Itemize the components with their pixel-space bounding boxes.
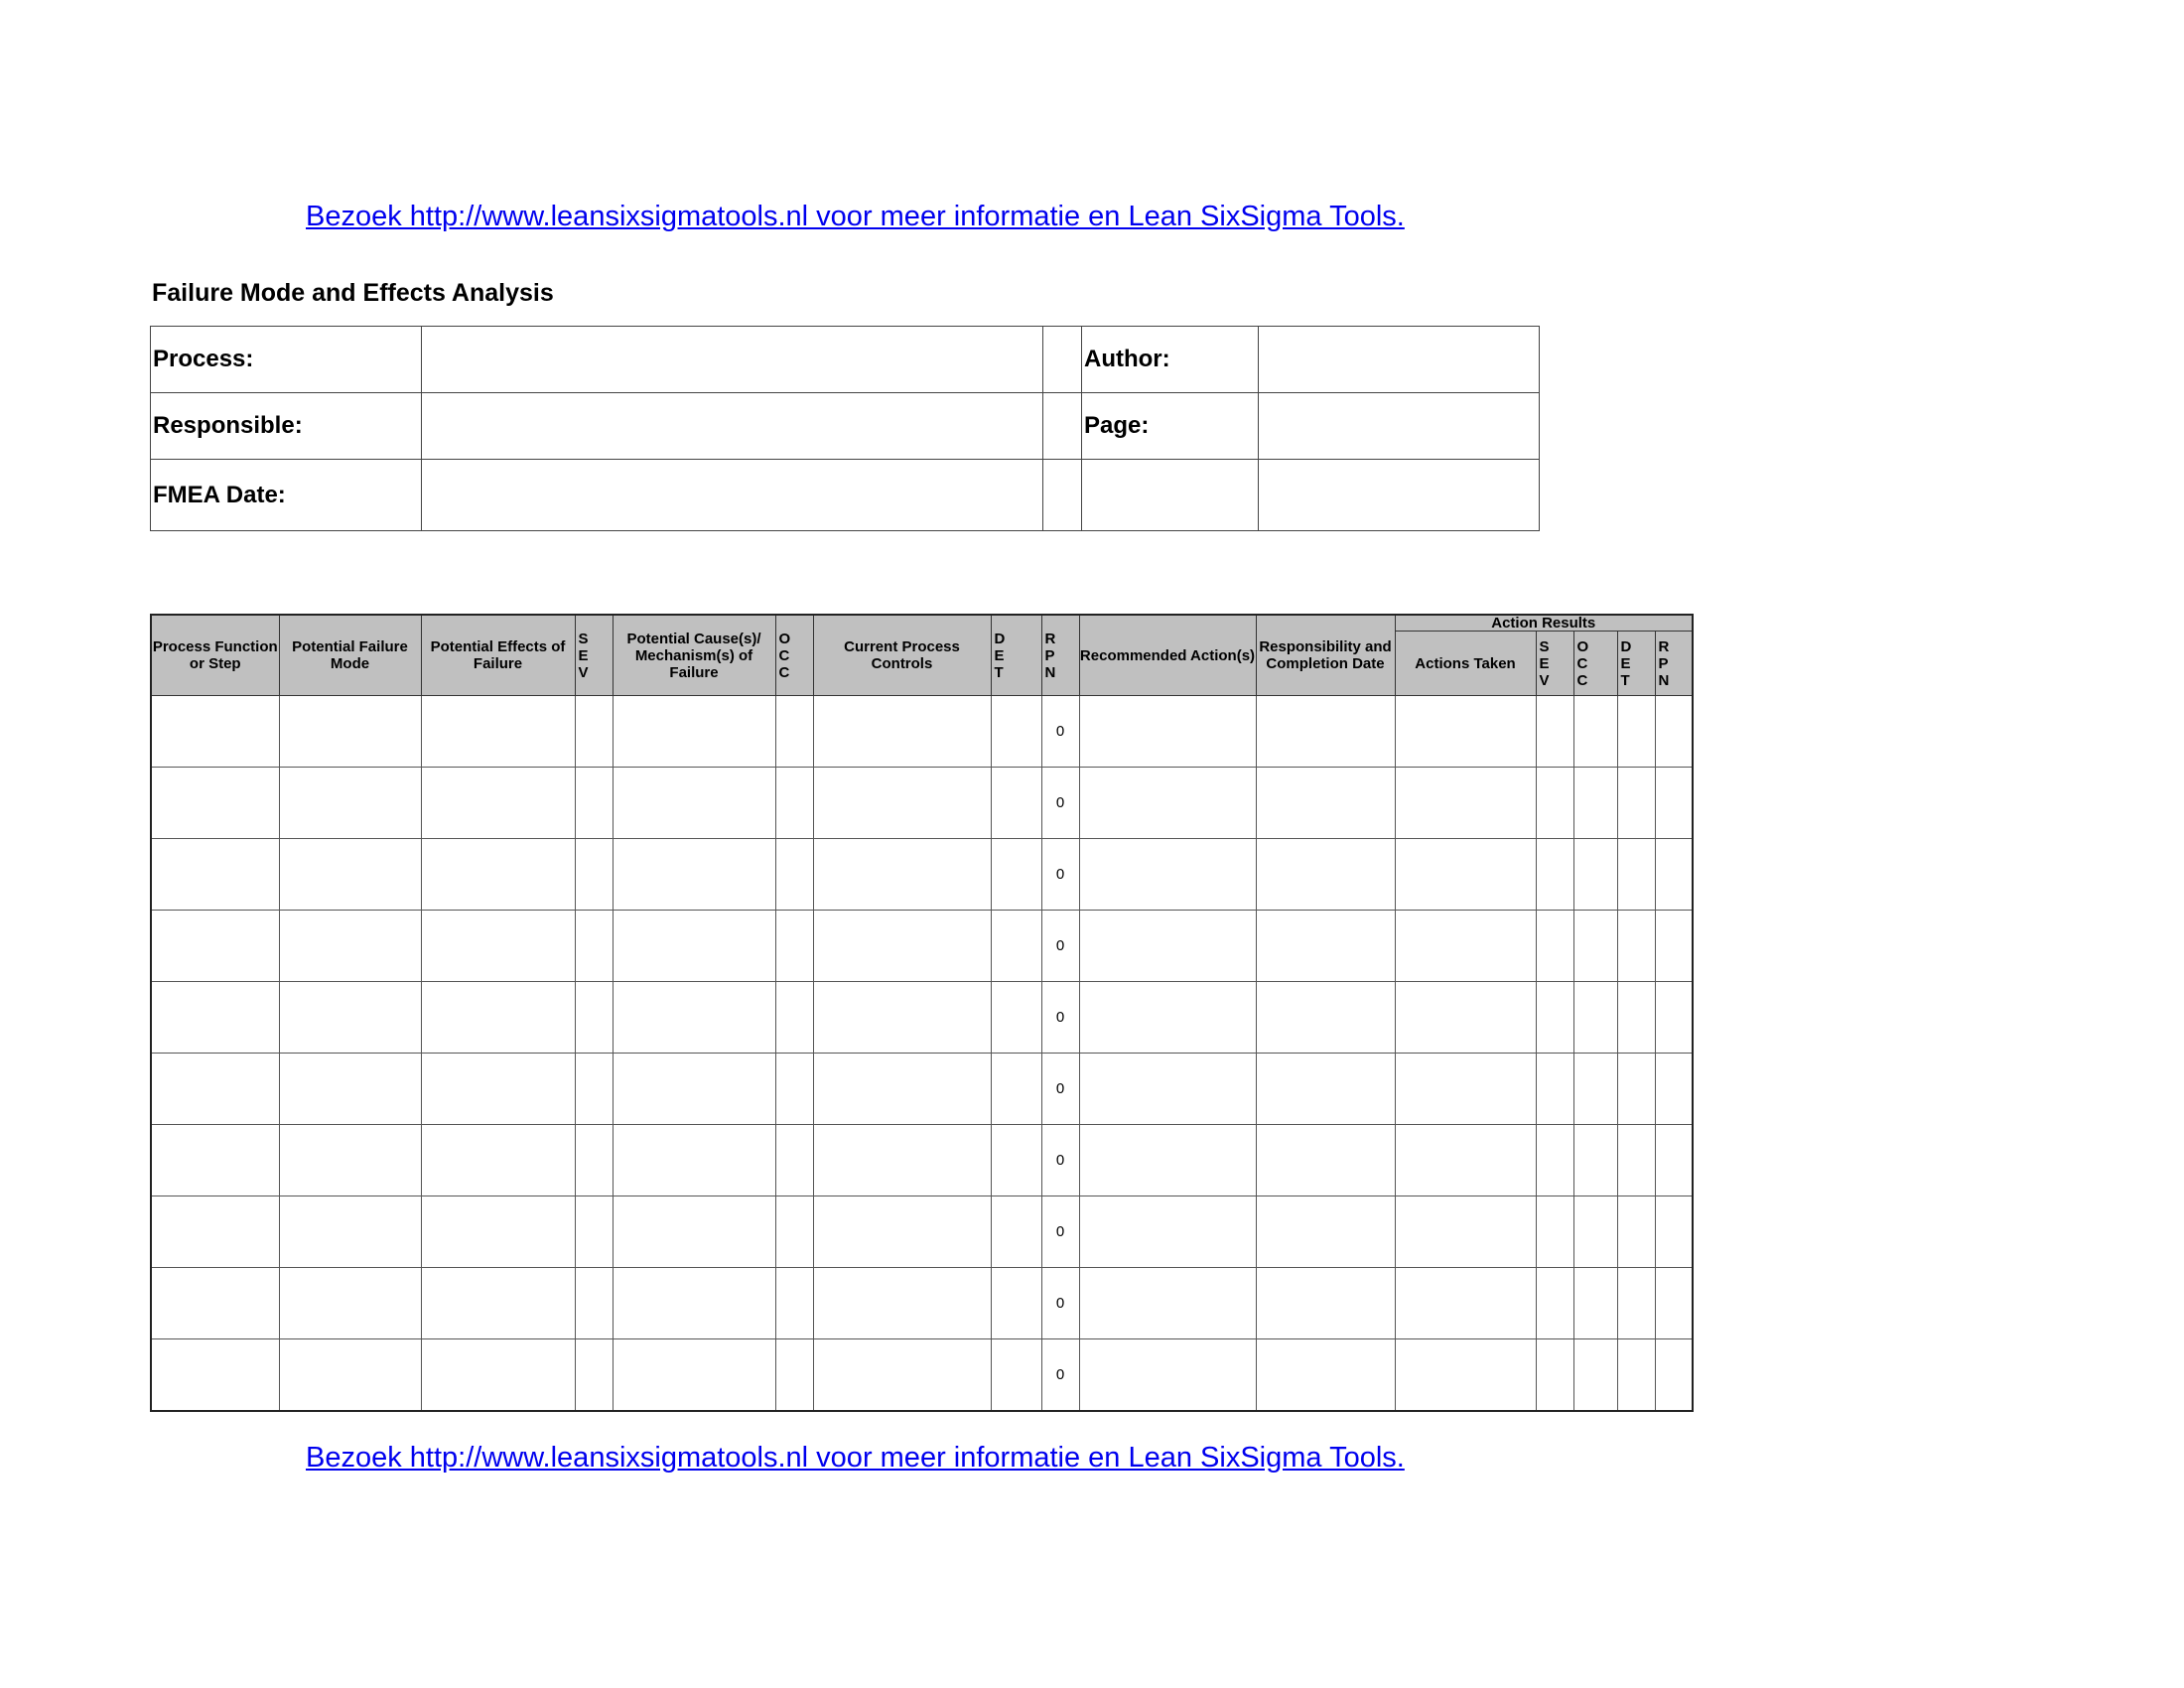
table-cell[interactable] xyxy=(1655,911,1693,982)
table-cell[interactable] xyxy=(1079,911,1256,982)
table-cell[interactable] xyxy=(1395,1196,1536,1268)
table-cell[interactable] xyxy=(775,1054,813,1125)
table-cell[interactable] xyxy=(575,1268,613,1339)
table-cell[interactable] xyxy=(421,768,575,839)
table-cell[interactable] xyxy=(1573,768,1617,839)
table-cell[interactable] xyxy=(991,1125,1041,1196)
table-cell[interactable] xyxy=(613,1054,775,1125)
table-cell[interactable] xyxy=(813,1339,991,1412)
rpn-cell[interactable]: 0 xyxy=(1041,1268,1079,1339)
table-row xyxy=(151,911,1693,982)
table-cell[interactable] xyxy=(575,696,613,768)
table-cell[interactable] xyxy=(279,1054,421,1125)
table-cell[interactable] xyxy=(575,839,613,911)
table-cell[interactable] xyxy=(1395,1125,1536,1196)
page-field[interactable] xyxy=(1259,393,1540,460)
table-cell[interactable] xyxy=(151,982,279,1054)
table-cell[interactable] xyxy=(1256,1268,1395,1339)
table-cell[interactable] xyxy=(991,1268,1041,1339)
table-cell[interactable] xyxy=(1256,1339,1395,1412)
table-cell[interactable] xyxy=(813,839,991,911)
spacer-cell xyxy=(1043,460,1082,531)
table-cell[interactable] xyxy=(1617,911,1655,982)
table-cell[interactable] xyxy=(1256,1196,1395,1268)
table-cell[interactable] xyxy=(151,1268,279,1339)
fmea-date-label: FMEA Date: xyxy=(151,460,422,531)
table-cell[interactable] xyxy=(1617,982,1655,1054)
table-cell[interactable] xyxy=(1395,1054,1536,1125)
fmea-date-field[interactable] xyxy=(422,460,1043,531)
table-cell[interactable] xyxy=(1536,768,1573,839)
table-cell[interactable] xyxy=(813,911,991,982)
table-cell[interactable] xyxy=(613,839,775,911)
table-cell[interactable] xyxy=(1395,696,1536,768)
table-cell[interactable] xyxy=(1655,1196,1693,1268)
rpn-cell[interactable]: 0 xyxy=(1041,911,1079,982)
table-cell[interactable] xyxy=(1655,1125,1693,1196)
table-cell[interactable] xyxy=(1079,696,1256,768)
table-cell[interactable] xyxy=(575,1339,613,1412)
table-cell[interactable] xyxy=(1536,696,1573,768)
table-cell[interactable] xyxy=(1536,1054,1573,1125)
table-row xyxy=(151,1196,1693,1268)
process-field[interactable] xyxy=(422,327,1043,393)
table-cell[interactable] xyxy=(1395,1268,1536,1339)
table-cell[interactable] xyxy=(1256,839,1395,911)
table-cell[interactable] xyxy=(613,982,775,1054)
table-cell[interactable] xyxy=(151,696,279,768)
table-cell[interactable] xyxy=(613,1339,775,1412)
table-cell[interactable] xyxy=(775,1125,813,1196)
table-row xyxy=(151,982,1693,1054)
header-occ: O C C xyxy=(775,615,813,696)
table-cell[interactable] xyxy=(421,1125,575,1196)
table-cell[interactable] xyxy=(1536,982,1573,1054)
table-cell[interactable] xyxy=(813,1125,991,1196)
table-row xyxy=(151,839,1693,911)
table-cell[interactable] xyxy=(775,768,813,839)
header-sev: S E V xyxy=(575,615,613,696)
header-result-occ: O C C xyxy=(1573,632,1617,696)
table-cell[interactable] xyxy=(1655,1268,1693,1339)
table-cell[interactable] xyxy=(1256,1125,1395,1196)
header-failure-mode: Potential Failure Mode xyxy=(279,615,421,696)
table-cell[interactable] xyxy=(991,768,1041,839)
table-cell[interactable] xyxy=(813,1196,991,1268)
table-row xyxy=(151,696,1693,768)
table-cell[interactable] xyxy=(1256,696,1395,768)
table-cell[interactable] xyxy=(1617,768,1655,839)
header-responsibility: Responsibility and Completion Date xyxy=(1256,615,1395,696)
rpn-cell[interactable]: 0 xyxy=(1041,839,1079,911)
table-cell[interactable] xyxy=(991,982,1041,1054)
table-cell[interactable] xyxy=(575,911,613,982)
table-cell[interactable] xyxy=(813,982,991,1054)
author-field[interactable] xyxy=(1259,327,1540,393)
header-det: D E T xyxy=(991,615,1041,696)
header-causes: Potential Cause(s)/ Mechanism(s) of Failure xyxy=(613,615,775,696)
table-cell[interactable] xyxy=(421,1196,575,1268)
header-process-step: Process Function or Step xyxy=(151,615,279,696)
table-cell[interactable] xyxy=(991,1339,1041,1412)
table-cell[interactable] xyxy=(813,696,991,768)
table-cell[interactable] xyxy=(1079,1196,1256,1268)
table-cell[interactable] xyxy=(991,1196,1041,1268)
spacer-cell xyxy=(1043,393,1082,460)
page-title: Failure Mode and Effects Analysis xyxy=(152,279,554,307)
process-label: Process: xyxy=(151,327,422,393)
table-cell[interactable] xyxy=(1617,1125,1655,1196)
table-cell[interactable] xyxy=(1573,1339,1617,1412)
table-cell[interactable] xyxy=(151,768,279,839)
table-cell[interactable] xyxy=(1079,1054,1256,1125)
table-cell[interactable] xyxy=(775,982,813,1054)
rpn-cell[interactable]: 0 xyxy=(1041,1125,1079,1196)
header-result-det: D E T xyxy=(1617,632,1655,696)
table-cell[interactable] xyxy=(1536,911,1573,982)
table-cell[interactable] xyxy=(1395,1339,1536,1412)
table-cell[interactable] xyxy=(1655,768,1693,839)
table-cell[interactable] xyxy=(421,696,575,768)
table-row xyxy=(151,1125,1693,1196)
table-cell[interactable] xyxy=(1573,982,1617,1054)
table-cell[interactable] xyxy=(1655,696,1693,768)
table-cell[interactable] xyxy=(1256,982,1395,1054)
table-cell[interactable] xyxy=(1256,768,1395,839)
spacer-cell xyxy=(1043,327,1082,393)
table-cell[interactable] xyxy=(279,839,421,911)
website-link-top[interactable]: Bezoek http://www.leansixsigmatools.nl voor meer informatie en Lean SixSigma Tools. xyxy=(306,201,1405,232)
table-cell[interactable] xyxy=(151,1196,279,1268)
table-cell[interactable] xyxy=(421,1268,575,1339)
table-cell[interactable] xyxy=(421,911,575,982)
header-recommended: Recommended Action(s) xyxy=(1079,615,1256,696)
table-cell[interactable] xyxy=(775,1268,813,1339)
info-table xyxy=(150,326,1540,531)
table-row xyxy=(151,768,1693,839)
header-action-results: Action Results xyxy=(1395,615,1693,632)
responsible-field[interactable] xyxy=(422,393,1043,460)
table-cell[interactable] xyxy=(279,768,421,839)
table-cell[interactable] xyxy=(1617,696,1655,768)
table-cell[interactable] xyxy=(151,1054,279,1125)
table-cell[interactable] xyxy=(575,982,613,1054)
table-cell[interactable] xyxy=(279,696,421,768)
empty-label-cell xyxy=(1082,460,1259,531)
table-cell[interactable] xyxy=(1079,839,1256,911)
table-cell[interactable] xyxy=(1655,982,1693,1054)
header-actions-taken: Actions Taken xyxy=(1395,632,1536,696)
table-cell[interactable] xyxy=(1079,768,1256,839)
table-cell[interactable] xyxy=(1573,1125,1617,1196)
table-cell[interactable] xyxy=(775,911,813,982)
table-cell[interactable] xyxy=(991,911,1041,982)
header-rpn: R P N xyxy=(1041,615,1079,696)
table-cell[interactable] xyxy=(613,696,775,768)
table-cell[interactable] xyxy=(813,1268,991,1339)
table-cell[interactable] xyxy=(1536,1125,1573,1196)
table-cell[interactable] xyxy=(575,1196,613,1268)
table-cell[interactable] xyxy=(575,1054,613,1125)
table-cell[interactable] xyxy=(1617,1339,1655,1412)
table-cell[interactable] xyxy=(279,1125,421,1196)
table-cell[interactable] xyxy=(1655,1339,1693,1412)
table-cell[interactable] xyxy=(1079,1125,1256,1196)
table-cell[interactable] xyxy=(775,1196,813,1268)
table-cell[interactable] xyxy=(151,1125,279,1196)
table-cell[interactable] xyxy=(279,982,421,1054)
rpn-cell[interactable]: 0 xyxy=(1041,696,1079,768)
table-cell[interactable] xyxy=(1573,696,1617,768)
table-cell[interactable] xyxy=(1573,911,1617,982)
table-cell[interactable] xyxy=(1079,1339,1256,1412)
table-cell[interactable] xyxy=(775,1339,813,1412)
table-cell[interactable] xyxy=(279,1339,421,1412)
header-result-rpn: R P N xyxy=(1655,632,1693,696)
table-cell[interactable] xyxy=(1256,911,1395,982)
rpn-cell[interactable]: 0 xyxy=(1041,1339,1079,1412)
table-cell[interactable] xyxy=(613,911,775,982)
table-cell[interactable] xyxy=(1536,1196,1573,1268)
rpn-cell[interactable]: 0 xyxy=(1041,768,1079,839)
table-cell[interactable] xyxy=(613,1196,775,1268)
table-cell[interactable] xyxy=(775,839,813,911)
table-cell[interactable] xyxy=(151,911,279,982)
table-cell[interactable] xyxy=(1536,839,1573,911)
header-result-sev: S E V xyxy=(1536,632,1573,696)
header-controls: Current Process Controls xyxy=(813,615,991,696)
table-cell[interactable] xyxy=(279,1268,421,1339)
table-cell[interactable] xyxy=(991,696,1041,768)
table-cell[interactable] xyxy=(279,1196,421,1268)
table-cell[interactable] xyxy=(1573,1196,1617,1268)
rpn-cell[interactable]: 0 xyxy=(1041,982,1079,1054)
table-cell[interactable] xyxy=(1655,839,1693,911)
table-cell[interactable] xyxy=(1079,1268,1256,1339)
table-cell[interactable] xyxy=(151,839,279,911)
table-cell[interactable] xyxy=(1617,839,1655,911)
fmea-body xyxy=(151,696,1693,1412)
table-cell[interactable] xyxy=(613,1125,775,1196)
table-cell[interactable] xyxy=(613,768,775,839)
table-cell[interactable] xyxy=(813,768,991,839)
page-label: Page: xyxy=(1082,393,1259,460)
table-cell[interactable] xyxy=(1395,839,1536,911)
header-effects: Potential Effects of Failure xyxy=(421,615,575,696)
author-label: Author: xyxy=(1082,327,1259,393)
table-cell[interactable] xyxy=(1573,839,1617,911)
fmea-table xyxy=(150,614,1694,1412)
table-cell[interactable] xyxy=(575,1125,613,1196)
table-cell[interactable] xyxy=(151,1339,279,1412)
table-cell[interactable] xyxy=(991,1054,1041,1125)
table-cell[interactable] xyxy=(1536,1339,1573,1412)
table-cell[interactable] xyxy=(991,839,1041,911)
table-cell[interactable] xyxy=(421,1339,575,1412)
rpn-cell[interactable]: 0 xyxy=(1041,1054,1079,1125)
website-link-bottom[interactable]: Bezoek http://www.leansixsigmatools.nl voor meer informatie en Lean SixSigma Tools. xyxy=(306,1442,1405,1474)
table-cell[interactable] xyxy=(279,911,421,982)
table-cell[interactable] xyxy=(1617,1196,1655,1268)
table-cell[interactable] xyxy=(1395,911,1536,982)
empty-field-cell[interactable] xyxy=(1259,460,1540,531)
table-cell[interactable] xyxy=(1617,1054,1655,1125)
table-cell[interactable] xyxy=(613,1268,775,1339)
table-cell[interactable] xyxy=(421,1054,575,1125)
table-cell[interactable] xyxy=(1573,1054,1617,1125)
table-cell[interactable] xyxy=(421,839,575,911)
table-cell[interactable] xyxy=(1256,1054,1395,1125)
table-cell[interactable] xyxy=(1395,768,1536,839)
responsible-label: Responsible: xyxy=(151,393,422,460)
table-cell[interactable] xyxy=(421,982,575,1054)
table-cell[interactable] xyxy=(1655,1054,1693,1125)
table-cell[interactable] xyxy=(813,1054,991,1125)
table-cell[interactable] xyxy=(1395,982,1536,1054)
table-row xyxy=(151,1339,1693,1412)
table-row xyxy=(151,1054,1693,1125)
table-cell[interactable] xyxy=(575,768,613,839)
rpn-cell[interactable]: 0 xyxy=(1041,1196,1079,1268)
table-cell[interactable] xyxy=(1079,982,1256,1054)
table-row xyxy=(151,1268,1693,1339)
table-cell[interactable] xyxy=(1617,1268,1655,1339)
table-cell[interactable] xyxy=(1536,1268,1573,1339)
table-cell[interactable] xyxy=(775,696,813,768)
table-cell[interactable] xyxy=(1573,1268,1617,1339)
